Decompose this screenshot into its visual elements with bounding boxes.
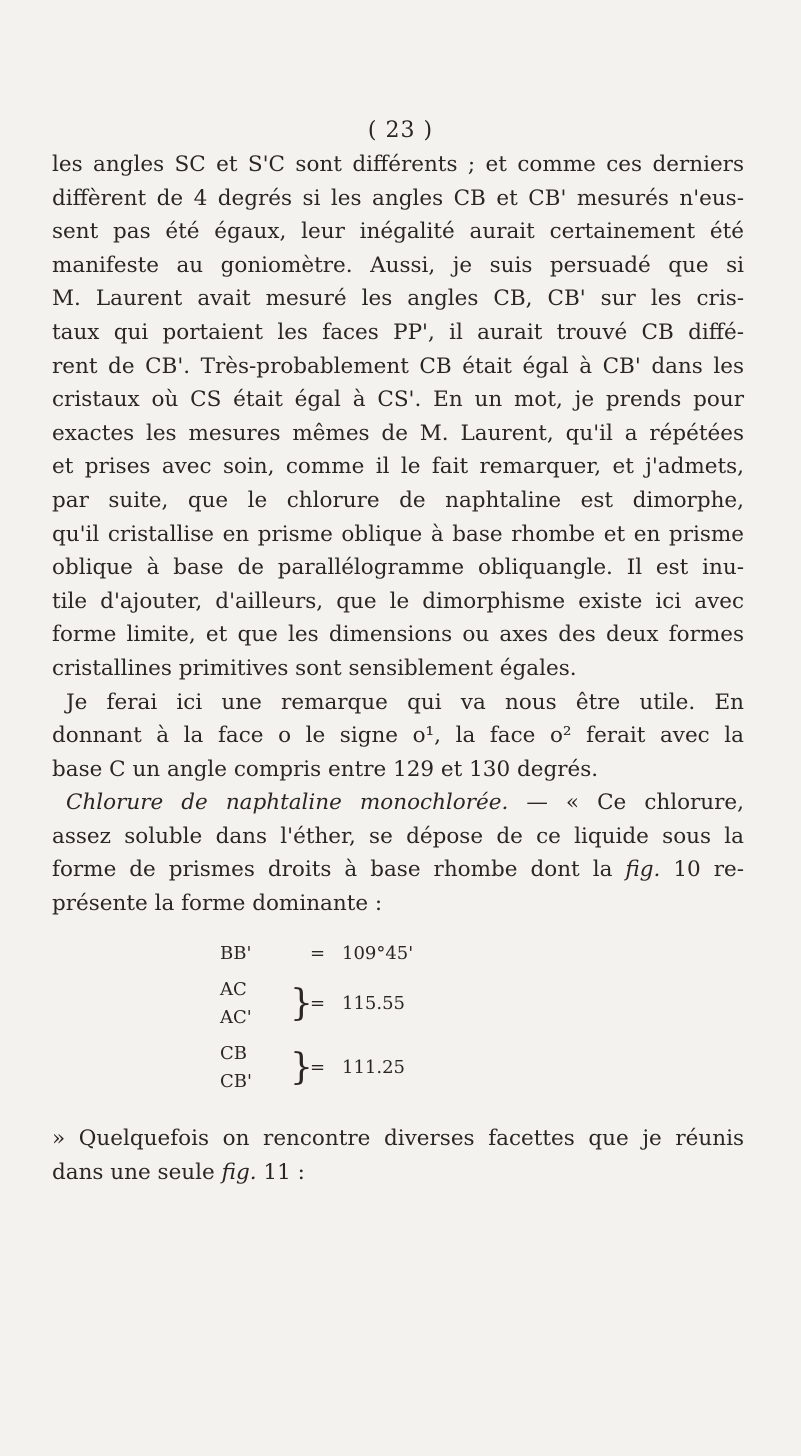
text-segment: Je ferai ici une remarque qui va nous être utile. En [66,689,744,715]
text-line: présente la forme dominante : [52,891,383,917]
equals-sign: = [310,993,326,1014]
measurement-label: CB' [220,1071,252,1092]
text-line: et prises avec soin, comme il le fait remarquer, et j'admets, [52,454,744,480]
main-text [52,148,744,921]
text-line: cristaux où CS était égal à CS'. En un mot, je prends pour [52,387,744,413]
text-line: M. Laurent avait mesuré les angles CB, CB' sur les cris- [52,286,744,312]
measurement-value: 115.55 [342,993,405,1014]
text-line: forme limite, et que les dimensions ou axes des deux formes [52,622,744,648]
text-line: base C un angle compris entre 129 et 130 degrés. [52,756,599,782]
fig-label: fig. [625,857,661,883]
text-line [52,786,744,820]
fig-number: 10 [673,857,701,883]
measurement-value: 111.25 [342,1057,405,1078]
brace-icon: } [290,983,313,1024]
text-line: par suite, que le chlorure de naphtaline est dimorphe, [52,487,744,513]
text-line: diffèrent de 4 degrés si les angles CB et CB' mesurés n'eus- [52,185,744,211]
text-line [52,1156,744,1190]
text-segment: dans une seule [52,1159,215,1185]
text-segment: — « Ce chlorure, [526,790,744,816]
text-line: taux qui portaient les faces PP', il aurait trouvé CB diffé- [52,319,744,345]
text-line [52,853,744,887]
closing-text [52,1122,744,1189]
text-line: assez soluble dans l'éther, se dépose de ce liquide sous la [52,823,744,849]
page-number: ( 23 ) [367,118,434,143]
text-line: sent pas été égaux, leur inégalité aurait certainement été [52,219,744,245]
text-line: exactes les mesures mêmes de M. Laurent, qu'il a répétées [52,420,744,446]
text-line: » Quelquefois on rencontre diverses facettes que je réunis [52,1126,744,1151]
text-line: rent de CB'. Très-probablement CB était égal à CB' dans les [52,353,744,379]
equals-sign: = [310,1057,326,1078]
text-line: cristallines primitives sont sensiblement égales. [52,655,577,681]
fig-number: 11 : [263,1159,305,1185]
measurement-label: BB' [220,943,252,964]
text-line: les angles SC et S'C sont différents ; et comme ces derniers [52,152,744,177]
measurement-label: CB [220,1043,247,1064]
text-line: qu'il cristallise en prisme oblique à base rhombe et en prisme [52,521,744,547]
fig-label: fig. [221,1159,257,1185]
measurement-value: 109°45' [342,943,414,964]
text-line: manifeste au goniomètre. Aussi, je suis persuadé que si [52,252,744,278]
measurement-label: AC' [220,1007,252,1028]
text-line: tile d'ajouter, d'ailleurs, que le dimorphisme existe ici avec [52,588,744,614]
text-line: donnant à la face o le signe o¹, la face o² ferait avec la [52,723,744,749]
text-segment: forme de prismes droits à base rhombe dont la [52,857,613,883]
brace-icon: } [290,1047,313,1088]
text-segment: re- [713,857,744,883]
equals-sign: = [310,943,326,964]
text-line [52,686,744,720]
measurement-label: AC [220,979,247,1000]
text-line: oblique à base de parallélogramme obliquangle. Il est inu- [52,555,744,581]
section-title: Chlorure de naphtaline monochlorée. [66,790,509,816]
